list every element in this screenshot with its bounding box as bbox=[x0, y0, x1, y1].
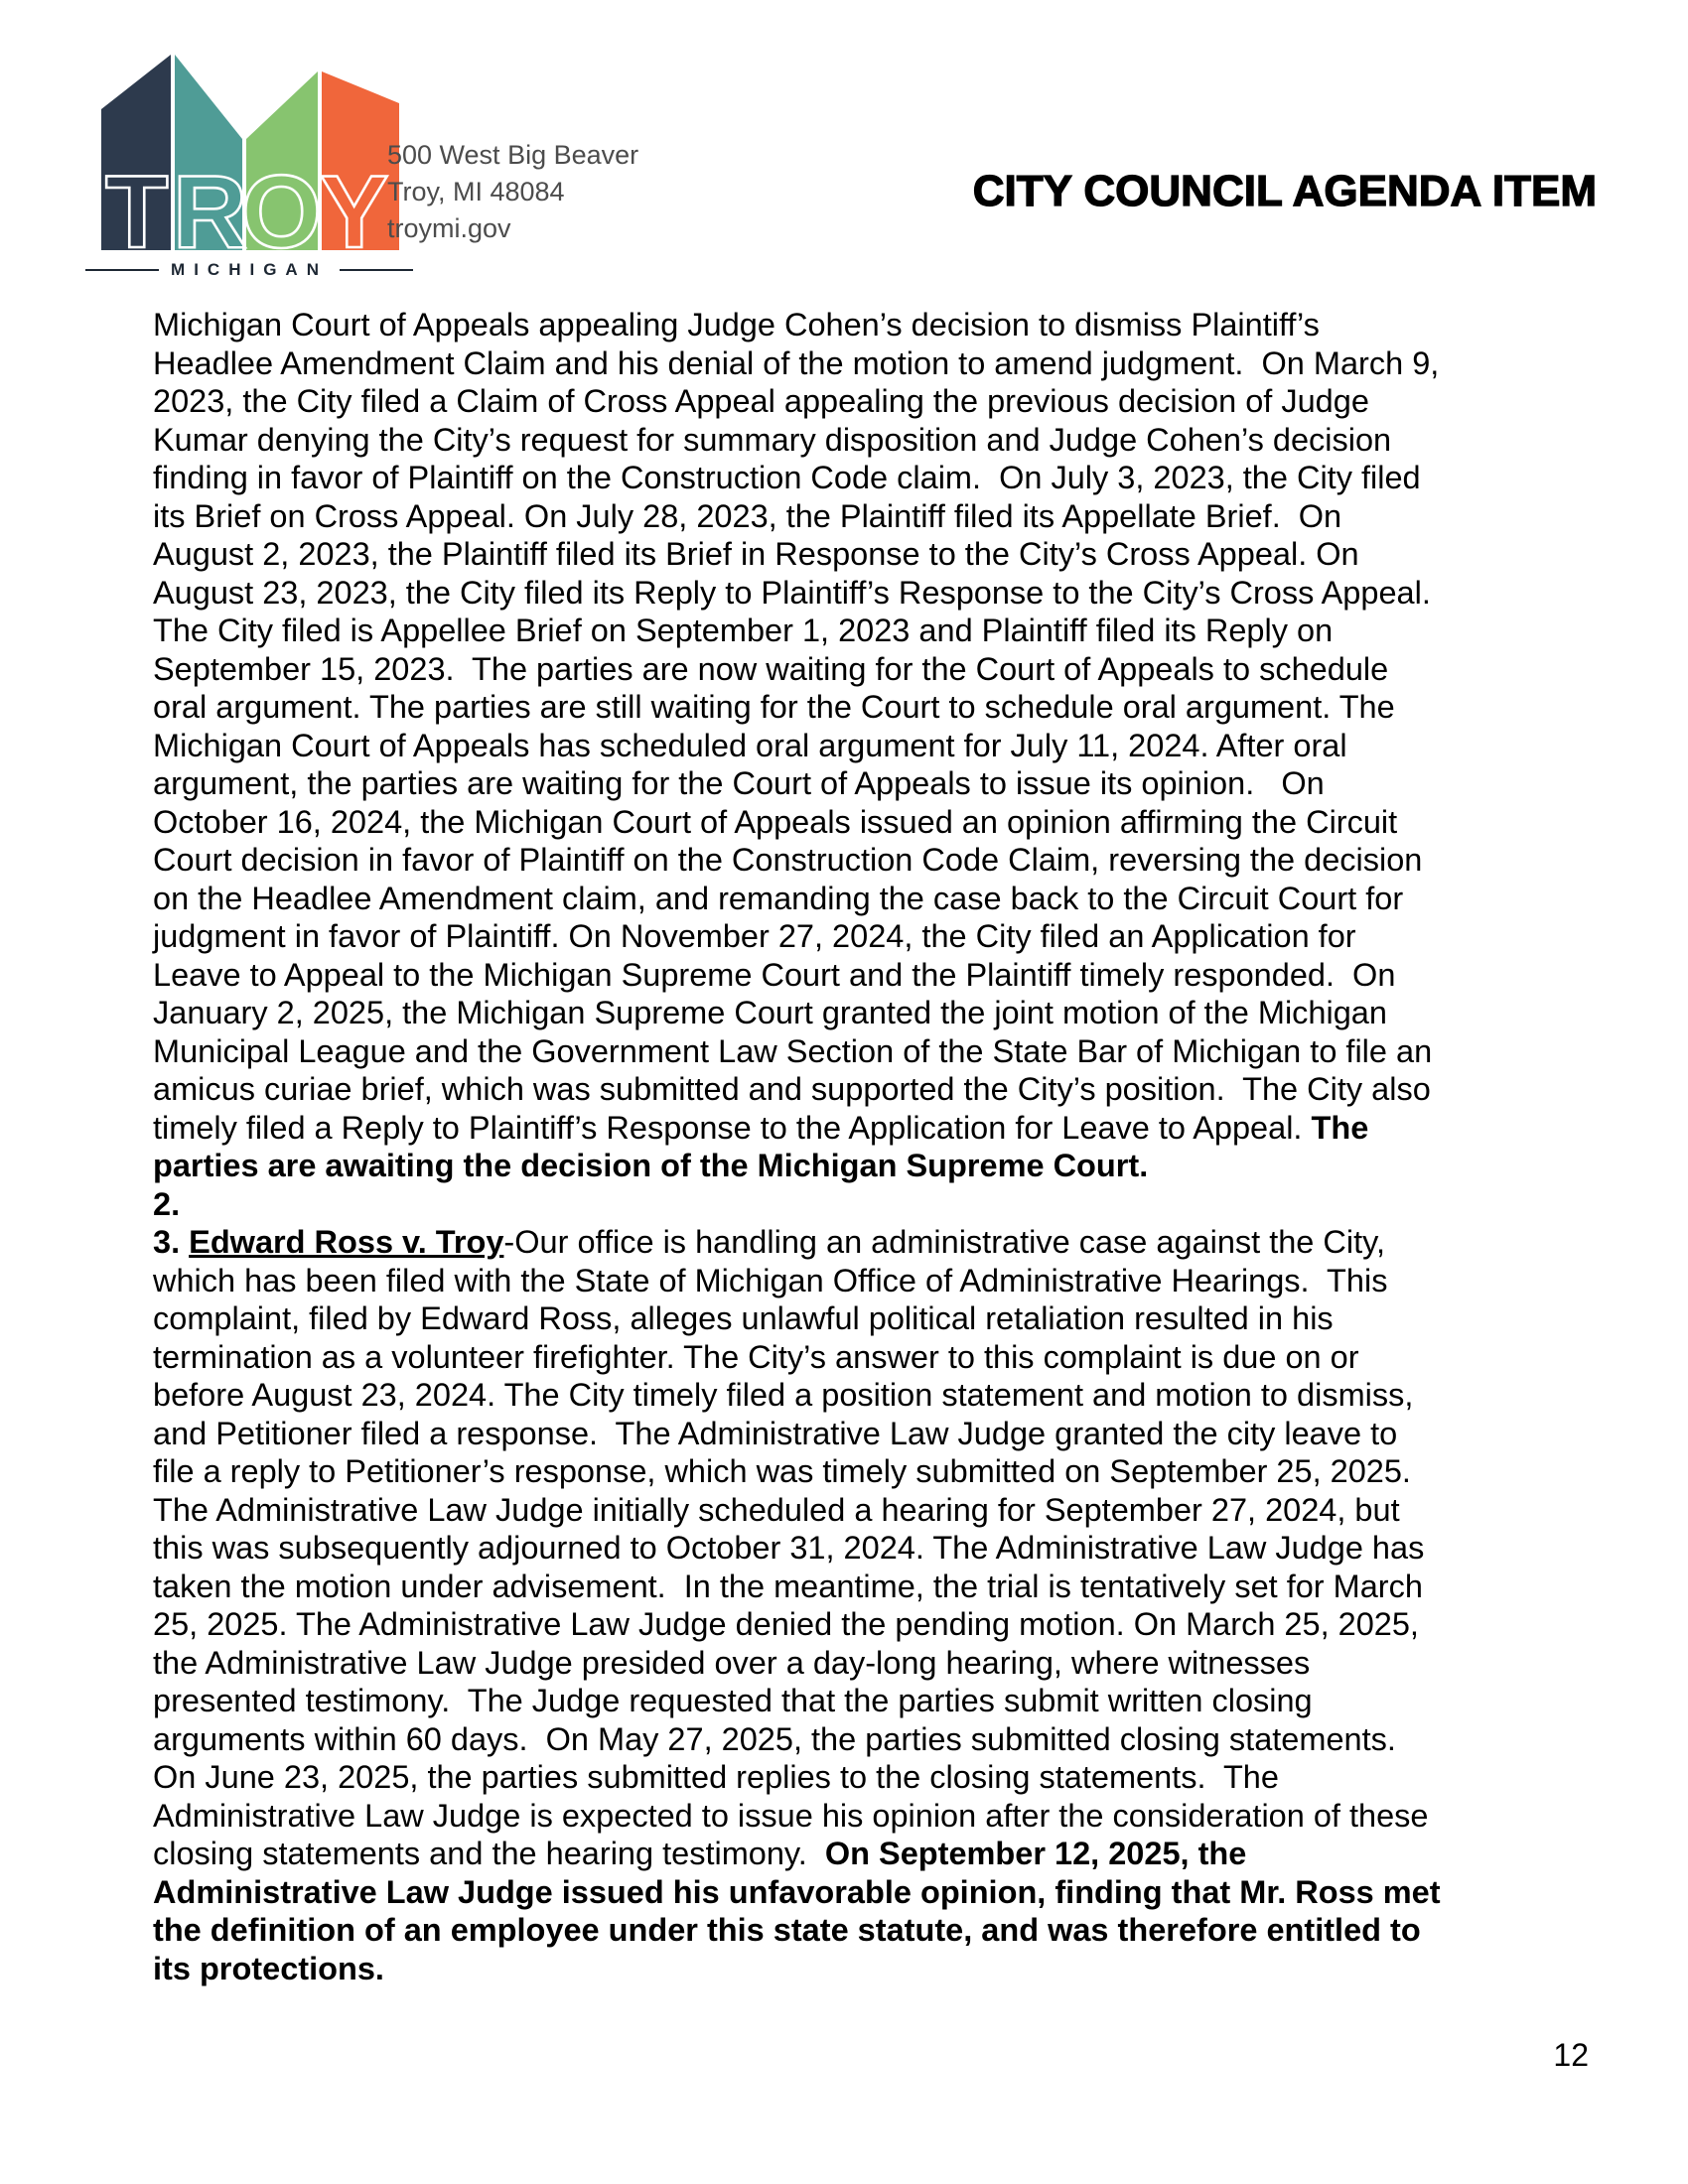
text-segment: presented testimony. The Judge requested that the parties submit written closing bbox=[153, 1683, 1313, 1718]
text-segment: 3. bbox=[153, 1224, 190, 1260]
text-segment: -Our office is handling an administrative case against the City, bbox=[503, 1224, 1385, 1260]
text-segment: this was subsequently adjourned to October 31, 2024. The Administrative Law Judge has bbox=[153, 1530, 1425, 1566]
body-line bbox=[153, 1720, 1563, 1759]
text-segment: January 2, 2025, the Michigan Supreme Court granted the joint motion of the Michigan bbox=[153, 995, 1387, 1030]
text-segment: Municipal League and the Government Law Section of the State Bar of Michigan to file an bbox=[153, 1032, 1433, 1069]
body-line bbox=[153, 1682, 1563, 1720]
text-segment: before August 23, 2024. The City timely filed a position statement and motion to dismiss, bbox=[153, 1377, 1414, 1413]
body-line bbox=[153, 1070, 1563, 1109]
body-line bbox=[153, 1032, 1563, 1071]
body-line bbox=[153, 459, 1563, 497]
text-segment: 2023, the City filed a Claim of Cross Appeal appealing the previous decision of Judge bbox=[153, 383, 1369, 419]
text-segment: complaint, filed by Edward Ross, alleges unlawful political retaliation resulted in his bbox=[153, 1300, 1334, 1336]
address-line-2: Troy, MI 48084 bbox=[387, 177, 565, 206]
text-segment: timely filed a Reply to Plaintiff’s Response to the Application for Leave to Appeal. bbox=[153, 1109, 1312, 1146]
text-segment: Kumar denying the City’s request for summary disposition and Judge Cohen’s decision bbox=[153, 421, 1392, 458]
text-segment: August 2, 2023, the Plaintiff filed its Brief in Response to the City’s Cross Appeal. On bbox=[153, 536, 1359, 572]
text-segment: closing statements and the hearing testimony. bbox=[153, 1836, 825, 1871]
body-line bbox=[153, 956, 1563, 995]
text-segment: Headlee Amendment Claim and his denial of the motion to amend judgment. On March 9, bbox=[153, 344, 1440, 381]
body-line bbox=[153, 1758, 1563, 1797]
text-segment: file a reply to Petitioner’s response, which was timely submitted on September 25, 2025. bbox=[153, 1453, 1411, 1489]
body-line bbox=[153, 306, 1563, 344]
body-line bbox=[153, 688, 1563, 727]
body-line bbox=[153, 803, 1563, 842]
body-line bbox=[153, 1262, 1563, 1300]
body-line bbox=[153, 574, 1563, 613]
address-line-1: 500 West Big Beaver bbox=[387, 140, 639, 170]
text-segment: September 15, 2023. The parties are now waiting for the Court of Appeals to schedule bbox=[153, 650, 1389, 687]
text-segment: the Administrative Law Judge presided over a day-long hearing, where witnesses bbox=[153, 1644, 1311, 1681]
body-line bbox=[153, 1950, 1563, 1988]
body-line bbox=[153, 1911, 1563, 1950]
text-segment: Administrative Law Judge is expected to issue his opinion after the consideration of these bbox=[153, 1797, 1429, 1834]
page-title: CITY COUNCIL AGENDA ITEM bbox=[972, 167, 1597, 215]
text-segment: finding in favor of Plaintiff on the Construction Code claim. On July 3, 2023, the City filed bbox=[153, 460, 1421, 495]
text-segment: The City filed is Appellee Brief on September 1, 2023 and Plaintiff filed its Reply on bbox=[153, 613, 1334, 648]
troy-logo-icon bbox=[99, 52, 399, 252]
body-line bbox=[153, 1299, 1563, 1338]
page-number: 12 bbox=[1553, 2037, 1589, 2073]
text-segment: Edward Ross v. Troy bbox=[189, 1224, 504, 1260]
logo-letter-y: Y bbox=[320, 155, 389, 252]
body-line bbox=[153, 1452, 1563, 1491]
body-line bbox=[153, 382, 1563, 421]
body-line bbox=[153, 1223, 1563, 1262]
text-segment: parties are awaiting the decision of the Michigan Supreme Court. bbox=[153, 1148, 1149, 1183]
body-line bbox=[153, 1568, 1563, 1606]
text-segment: The bbox=[1311, 1109, 1369, 1146]
text-segment: 25, 2025. The Administrative Law Judge denied the pending motion. On March 25, 2025, bbox=[153, 1606, 1419, 1642]
logo-left-rule bbox=[85, 269, 159, 271]
text-segment: amicus curiae brief, which was submitted and supported the City’s position. The City also bbox=[153, 1071, 1431, 1107]
text-segment: which has been filed with the State of Michigan Office of Administrative Hearings. This bbox=[153, 1262, 1388, 1298]
body-line bbox=[153, 344, 1563, 383]
body-line bbox=[153, 612, 1563, 650]
body-line bbox=[153, 727, 1563, 765]
logo-right-rule bbox=[340, 269, 413, 271]
body-line bbox=[153, 421, 1563, 460]
body-line bbox=[153, 994, 1563, 1032]
text-segment: Michigan Court of Appeals appealing Judge Cohen’s decision to dismiss Plaintiff’s bbox=[153, 307, 1320, 342]
body-line bbox=[153, 535, 1563, 574]
body-line bbox=[153, 1376, 1563, 1415]
text-segment: termination as a volunteer firefighter. The City’s answer to this complaint is due on or bbox=[153, 1338, 1359, 1375]
body-line bbox=[153, 1109, 1563, 1148]
body-line bbox=[153, 1338, 1563, 1377]
text-segment: On September 12, 2025, the bbox=[824, 1836, 1247, 1871]
text-segment: Leave to Appeal to the Michigan Supreme Court and the Plaintiff timely responded. On bbox=[153, 956, 1396, 993]
troy-logo bbox=[99, 52, 399, 280]
text-segment: On June 23, 2025, the parties submitted replies to the closing statements. The bbox=[153, 1759, 1279, 1795]
body-line bbox=[153, 880, 1563, 918]
body-line bbox=[153, 841, 1563, 880]
text-segment: the definition of an employee under this state statute, and was therefore entitled to bbox=[153, 1912, 1421, 1948]
body-line bbox=[153, 1529, 1563, 1568]
text-segment: August 23, 2023, the City filed its Reply to Plaintiff’s Response to the City’s Cross Appeal. bbox=[153, 574, 1431, 611]
body-line bbox=[153, 497, 1563, 536]
logo-letter-t: T bbox=[105, 155, 169, 252]
body-line bbox=[153, 1147, 1563, 1185]
text-segment: 2. bbox=[153, 1185, 181, 1222]
text-segment: October 16, 2024, the Michigan Court of Appeals issued an opinion affirming the Circuit bbox=[153, 803, 1398, 840]
text-segment: Michigan Court of Appeals has scheduled oral argument for July 11, 2024. After oral bbox=[153, 727, 1347, 763]
body-line bbox=[153, 650, 1563, 689]
body-line bbox=[153, 1491, 1563, 1530]
body-line bbox=[153, 1605, 1563, 1644]
text-segment: on the Headlee Amendment claim, and remanding the case back to the Circuit Court for bbox=[153, 880, 1404, 916]
body-line bbox=[153, 764, 1563, 803]
body-line bbox=[153, 1835, 1563, 1873]
body-line bbox=[153, 1873, 1563, 1912]
body-lines bbox=[153, 306, 1563, 1987]
address-website: troymi.gov bbox=[387, 213, 511, 243]
body-line bbox=[153, 1185, 1563, 1224]
logo-michigan-row bbox=[85, 260, 413, 280]
address-block bbox=[387, 137, 638, 247]
text-segment: its protections. bbox=[153, 1950, 384, 1986]
text-segment: The Administrative Law Judge initially scheduled a hearing for September 27, 2024, but bbox=[153, 1491, 1400, 1528]
body-line bbox=[153, 917, 1563, 956]
text-segment: taken the motion under advisement. In the meantime, the trial is tentatively set for March bbox=[153, 1568, 1423, 1604]
body-line bbox=[153, 1797, 1563, 1836]
text-segment: arguments within 60 days. On May 27, 2025, the parties submitted closing statements. bbox=[153, 1720, 1396, 1757]
logo-michigan-label: MICHIGAN bbox=[171, 260, 328, 279]
text-segment: its Brief on Cross Appeal. On July 28, 2023, the Plaintiff filed its Appellate Brief. On bbox=[153, 497, 1342, 534]
text-segment: judgment in favor of Plaintiff. On November 27, 2024, the City filed an Application for bbox=[153, 918, 1356, 954]
body-line bbox=[153, 1415, 1563, 1453]
text-segment: Administrative Law Judge issued his unfavorable opinion, finding that Mr. Ross met bbox=[153, 1873, 1441, 1910]
text-segment: argument, the parties are waiting for the Court of Appeals to issue its opinion. On bbox=[153, 765, 1325, 801]
text-segment: and Petitioner filed a response. The Administrative Law Judge granted the city leave to bbox=[153, 1415, 1398, 1451]
body-line bbox=[153, 1644, 1563, 1683]
text-segment: oral argument. The parties are still waiting for the Court to schedule oral argument. The bbox=[153, 689, 1395, 725]
text-segment: Court decision in favor of Plaintiff on the Construction Code Claim, reversing the decision bbox=[153, 842, 1423, 878]
logo-letter-o: O bbox=[241, 155, 322, 252]
logo-letter-r: R bbox=[173, 155, 248, 252]
